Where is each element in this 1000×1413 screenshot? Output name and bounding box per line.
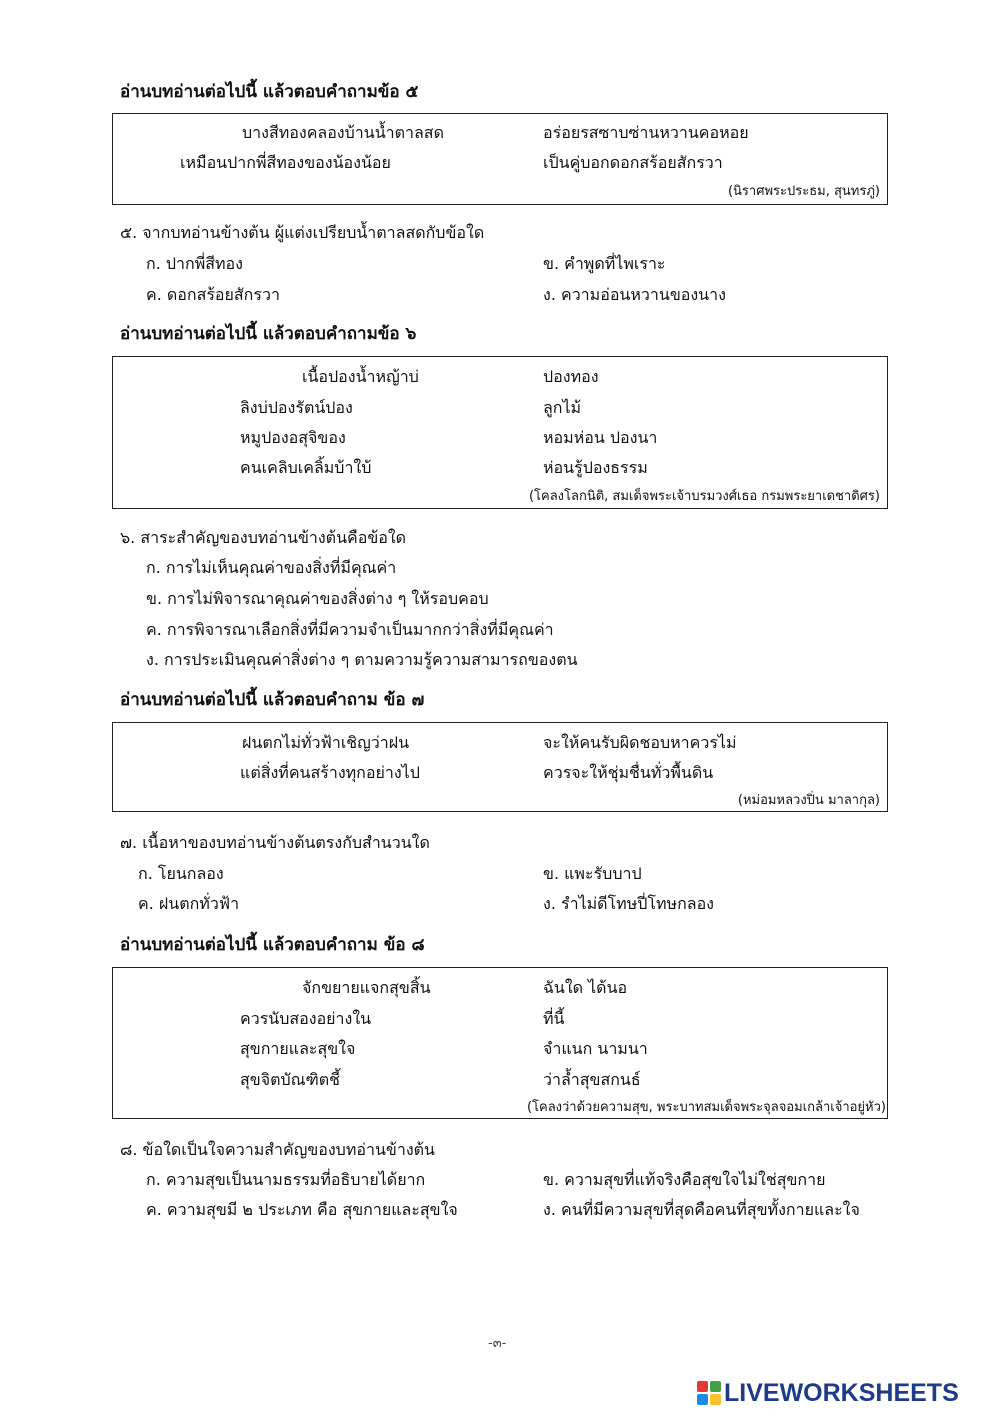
poem-line: จะให้คนรับผิดชอบหาควรไม่ [543, 733, 737, 752]
option-7-c[interactable]: ค. ฝนตกทั่วฟ้า [138, 894, 240, 913]
poem-line: จักขยายแจกสุขสิ้น [302, 978, 431, 997]
option-7-a[interactable]: ก. โยนกลอง [138, 864, 224, 883]
poem-line: บางสีทองคลองบ้านน้ำตาลสด [242, 123, 444, 142]
poem-line: ห่อนรู้ปองธรรม [543, 458, 648, 477]
poem-line: คนเคลิบเคลิ้มบ้าใบ้ [240, 458, 372, 477]
poem-line: ควรจะให้ชุ่มชื่นทั่วพื้นดิน [543, 763, 714, 782]
question-7: ๗. เนื้อหาของบทอ่านข้างต้นตรงกับสำนวนใด [120, 833, 430, 852]
option-8-c[interactable]: ค. ความสุขมี ๒ ประเภท คือ สุขกายและสุขใจ [146, 1200, 458, 1219]
poem-line: เป็นคู่บอกดอกสร้อยสักรวา [543, 153, 723, 172]
option-6-d[interactable]: ง. การประเมินคุณค่าสิ่งต่าง ๆ ตามความรู้ความสามารถของตน [146, 650, 578, 669]
option-8-a[interactable]: ก. ความสุขเป็นนามธรรมที่อธิบายได้ยาก [146, 1170, 426, 1189]
question-5: ๕. จากบทอ่านข้างต้น ผู้แต่งเปรียบน้ำตาลสดกับข้อใด [120, 223, 485, 242]
option-7-b[interactable]: ข. แพะรับบาป [543, 864, 642, 883]
poem-line: ฝนตกไม่ทั่วฟ้าเชิญว่าฝน [242, 733, 410, 752]
option-6-c[interactable]: ค. การพิจารณาเลือกสิ่งที่มีความจำเป็นมากกว่าสิ่งที่มีคุณค่า [146, 620, 554, 639]
option-7-d[interactable]: ง. รำไม่ดีโทษปี่โทษกลอง [543, 894, 714, 913]
poem-credit: (นิราศพระประธม, สุนทรภู่) [727, 184, 880, 199]
liveworksheets-logo [697, 1380, 959, 1406]
poem-line: ปองทอง [543, 367, 599, 386]
poem-credit: (โคลงโลกนิติ, สมเด็จพระเจ้าบรมวงศ์เธอ กรมพระยาเดชาดิศร) [528, 489, 880, 504]
poem-line: สุขจิตบัณฑิตชี้ [240, 1070, 340, 1089]
option-8-b[interactable]: ข. ความสุขที่แท้จริงคือสุขใจไม่ใช่สุขกาย [543, 1170, 826, 1189]
poem-line: ควรนับสองอย่างใน [240, 1009, 372, 1028]
liveworksheets-logo-icon [697, 1381, 721, 1405]
poem-line: แต่สิ่งที่คนสร้างทุกอย่างไป [240, 763, 420, 782]
poem-line: อร่อยรสซาบซ่านหวานคอหอย [543, 123, 749, 142]
section-5-heading: อ่านบทอ่านต่อไปนี้ แล้วตอบคำถามข้อ ๕ [120, 82, 419, 102]
poem-line: ว่าล้ำสุขสกนธ์ [543, 1070, 641, 1089]
poem-line: เหมือนปากพี่สีทองของน้องน้อย [180, 153, 391, 172]
brand-name: LIVEWORKSHEETS [724, 1378, 959, 1407]
poem-line: ลิงบ่ปองรัตน์ปอง [240, 398, 353, 417]
poem-line: หอมห่อน ปองนา [543, 428, 658, 447]
question-8: ๘. ข้อใดเป็นใจความสำคัญของบทอ่านข้างต้น [120, 1140, 435, 1159]
poem-line: สุขกายและสุขใจ [240, 1039, 356, 1058]
option-8-d[interactable]: ง. คนที่มีความสุขที่สุดคือคนที่สุขทั้งกายและใจ [543, 1200, 860, 1219]
option-6-a[interactable]: ก. การไม่เห็นคุณค่าของสิ่งที่มีคุณค่า [146, 558, 397, 577]
poem-line: จำแนก นามนา [543, 1039, 648, 1058]
poem-line: หมูปองอสุจิของ [240, 428, 346, 447]
option-5-d[interactable]: ง. ความอ่อนหวานของนาง [543, 285, 726, 304]
poem-line: ที่นี้ [543, 1009, 565, 1028]
section-7-heading: อ่านบทอ่านต่อไปนี้ แล้วตอบคำถาม ข้อ ๗ [120, 690, 425, 710]
option-5-c[interactable]: ค. ดอกสร้อยสักรวา [146, 285, 280, 304]
page-number: -๓- [488, 1336, 507, 1351]
option-6-b[interactable]: ข. การไม่พิจารณาคุณค่าของสิ่งต่าง ๆ ให้รอบคอบ [146, 589, 489, 608]
question-6: ๖. สาระสำคัญของบทอ่านข้างต้นคือข้อใด [120, 528, 407, 547]
option-5-b[interactable]: ข. คำพูดที่ไพเราะ [543, 254, 666, 273]
section-6-heading: อ่านบทอ่านต่อไปนี้ แล้วตอบคำถามข้อ ๖ [120, 324, 417, 344]
poem-line: เนื้อปองน้ำหญ้าบ่ [302, 367, 419, 386]
option-5-a[interactable]: ก. ปากพี่สีทอง [146, 254, 243, 273]
poem-credit: (โคลงว่าด้วยความสุข, พระบาทสมเด็จพระจุลจอมเกล้าเจ้าอยู่หัว) [526, 1100, 886, 1115]
poem-line: ลูกไม้ [543, 398, 582, 417]
section-8-heading: อ่านบทอ่านต่อไปนี้ แล้วตอบคำถาม ข้อ ๘ [120, 935, 425, 955]
poem-credit: (หม่อมหลวงปิ่น มาลากุล) [737, 793, 880, 808]
poem-line: ฉันใด ได้นอ [543, 978, 628, 997]
